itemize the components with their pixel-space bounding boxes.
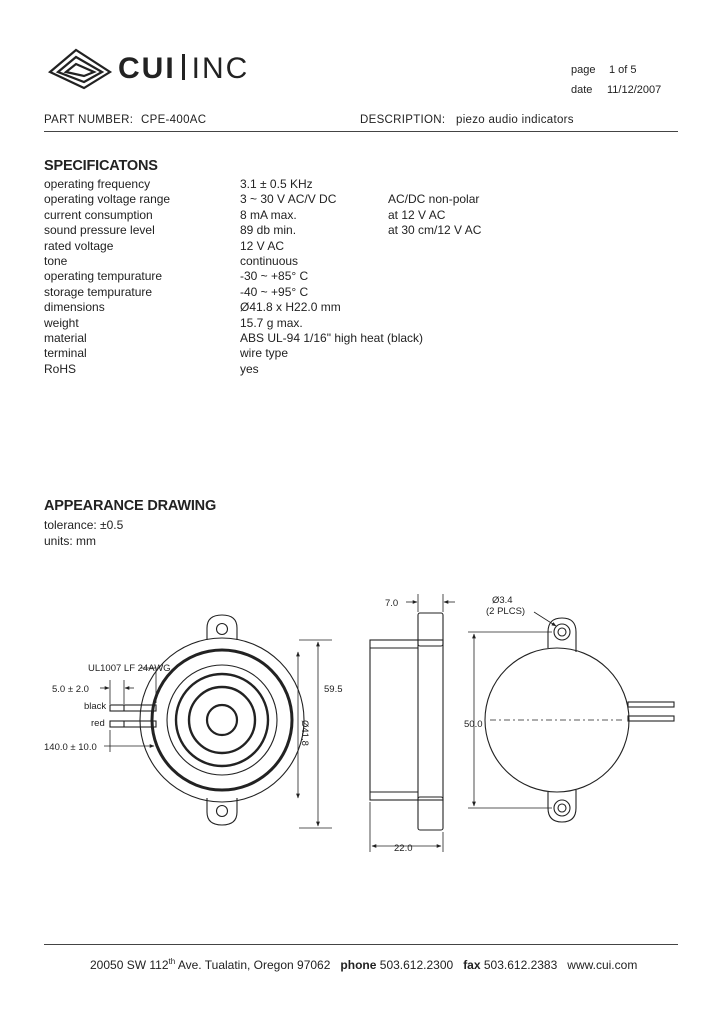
spec-value: -30 ~ +85° C: [240, 269, 309, 284]
depth-label: 22.0: [394, 843, 413, 854]
pitch-label: 50.0: [464, 719, 483, 730]
wire-spec-label: UL1007 LF 24AWG: [88, 663, 171, 674]
spec-label: operating tempurature: [44, 269, 163, 284]
spec-value: continuous: [240, 253, 299, 268]
spec-value: ABS UL-94 1/16" high heat (black): [240, 330, 424, 345]
spec-note: at 30 cm/12 V AC: [388, 223, 482, 238]
lead-length-label: 140.0 ± 10.0: [44, 742, 97, 753]
footer-divider: [44, 944, 678, 945]
spec-label: tone: [44, 253, 68, 268]
company-name-bold: CUI: [118, 52, 176, 85]
rear-top-ear: [548, 618, 576, 652]
front-sound-port: [207, 705, 237, 735]
spec-value: 15.7 g max.: [240, 315, 303, 330]
diameter-label: Ø41.8: [299, 720, 310, 746]
spec-value: wire type: [240, 346, 289, 361]
spec-value: 12 V AC: [240, 238, 285, 253]
black-wire: [110, 705, 156, 711]
spec-label: sound pressure level: [44, 223, 155, 238]
spec-note: at 12 V AC: [388, 207, 446, 222]
website-link[interactable]: www.cui.com: [567, 958, 638, 972]
address: 20050 SW 112: [90, 958, 169, 972]
date-value: 11/12/2007: [607, 84, 662, 96]
fax-label: fax: [463, 958, 481, 972]
rear-view: [468, 612, 674, 822]
spec-value: 89 db min.: [240, 223, 297, 238]
address-rest: Ave. Tualatin, Oregon 97062: [175, 958, 331, 972]
rear-bottom-ear: [548, 790, 576, 822]
spec-note: AC/DC non-polar: [388, 192, 480, 207]
page-number: 1 of 5: [609, 64, 637, 76]
front-bottom-hole: [217, 806, 228, 817]
hole-diameter-label: Ø3.4: [492, 595, 513, 606]
description-value: piezo audio indicators: [456, 114, 574, 126]
front-top-hole: [217, 624, 228, 635]
units-note: units: mm: [44, 534, 97, 548]
front-top-ear: [207, 615, 237, 640]
part-number-value: CPE-400AC: [141, 114, 207, 126]
front-ring-1: [167, 665, 277, 775]
drawing-title: APPEARANCE DRAWING: [44, 498, 217, 514]
page-label: page: [571, 64, 596, 76]
description-label: DESCRIPTION:: [360, 114, 446, 126]
company-name-light: INC: [191, 52, 250, 85]
spec-value: 3 ~ 30 V AC/V DC: [240, 192, 337, 207]
side-body: [370, 640, 443, 800]
tolerance-note: tolerance: ±0.5: [44, 518, 124, 532]
black-wire-label: black: [84, 701, 107, 712]
spec-label: rated voltage: [44, 238, 114, 253]
height-label: 59.5: [324, 684, 343, 695]
phone-number: 503.612.2300: [379, 958, 454, 972]
spec-label: weight: [44, 315, 79, 330]
spec-value: -40 ~ +95° C: [240, 284, 309, 299]
footer-contact: [90, 957, 637, 972]
spec-label: current consumption: [44, 207, 153, 222]
spec-value: 8 mA max.: [240, 207, 297, 222]
spec-label: dimensions: [44, 300, 105, 315]
phone-label: phone: [340, 958, 377, 972]
spec-label: terminal: [44, 346, 87, 361]
specs-title: SPECIFICATONS: [44, 158, 158, 174]
red-wire: [110, 721, 156, 727]
side-bottom-ear: [418, 797, 443, 830]
fax-number: 503.612.2383: [483, 958, 558, 972]
flange-label: 7.0: [385, 598, 399, 609]
spec-label: RoHS: [44, 361, 77, 376]
spec-value: 3.1 ± 0.5 KHz: [240, 177, 313, 191]
spec-value: yes: [240, 361, 259, 376]
date-label: date: [571, 84, 593, 96]
part-number-label: PART NUMBER:: [44, 114, 134, 126]
hole-count-label: (2 PLCS): [486, 606, 526, 617]
front-ring-3: [189, 687, 255, 753]
side-view: [370, 594, 455, 852]
spec-value: Ø41.8 x H22.0 mm: [240, 300, 341, 315]
spec-label: operating voltage range: [44, 192, 171, 207]
spec-label: operating frequency: [44, 177, 151, 191]
spec-label: material: [44, 330, 87, 345]
front-rim: [152, 650, 292, 790]
spec-label: storage tempurature: [44, 284, 153, 299]
side-top-ear: [418, 613, 443, 646]
strip-length-label: 5.0 ± 2.0: [52, 684, 89, 695]
front-view: [100, 615, 332, 828]
red-wire-label: red: [91, 718, 105, 729]
address-sup: th: [168, 957, 176, 966]
